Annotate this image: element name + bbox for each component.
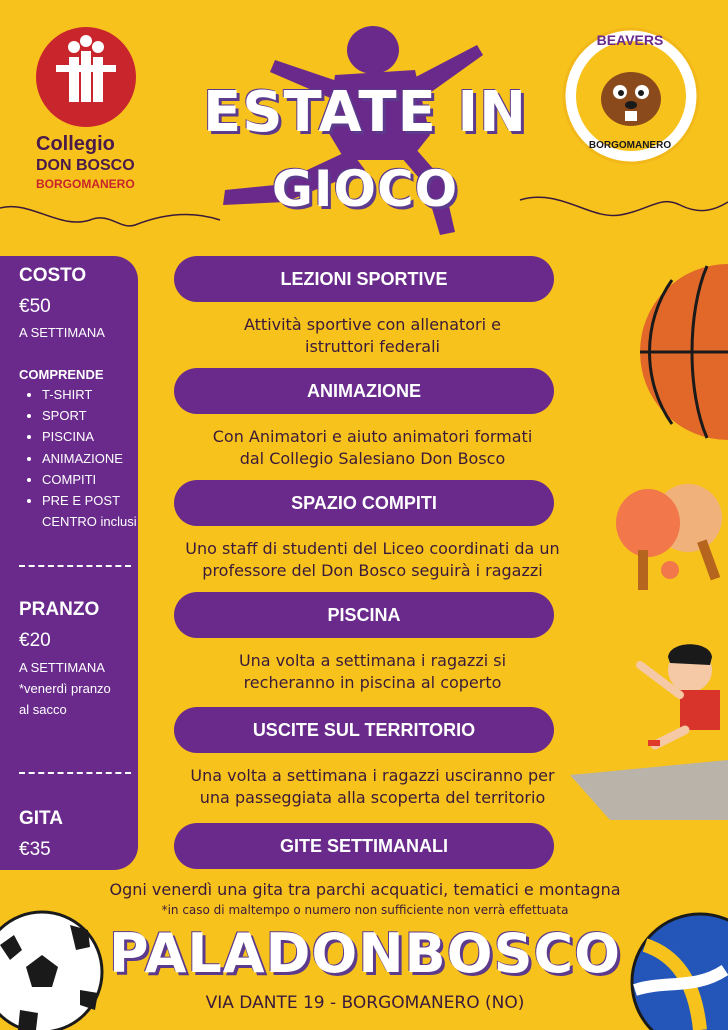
list-item: • SPORT — [42, 405, 152, 426]
comprende-list — [24, 384, 152, 532]
section-desc-line: Attività sportive con allenatori e — [243, 315, 502, 334]
badge-bottom-text: BORGOMANERO — [588, 140, 672, 151]
list-item: • COMPITI — [42, 469, 152, 490]
pranzo-price: €20 — [19, 630, 51, 651]
title-line2: GIOCO — [271, 160, 459, 218]
list-item: • PRE E POST CENTRO inclusi — [42, 490, 152, 532]
pranzo-note: *venerdì pranzo al sacco — [19, 681, 111, 717]
section-pill-piscina: PISCINA — [174, 592, 554, 638]
divider — [19, 565, 131, 567]
long-jump-kid-icon — [570, 635, 728, 820]
venue-address: VIA DANTE 19 - BORGOMANERO (NO) — [205, 993, 525, 1013]
don-bosco-logo-icon — [36, 27, 136, 127]
costo-price: €50 — [19, 296, 51, 317]
section-desc-line: Una volta a settimana i ragazzi usciranno per — [190, 766, 555, 785]
divider — [19, 772, 131, 774]
title-line1: ESTATE IN — [202, 80, 528, 145]
soccer-ball-icon — [0, 905, 105, 1030]
logo-line1: Collegio — [36, 133, 115, 155]
venue-name: PALADONBOSCO — [108, 922, 622, 985]
section-pill-animazione: ANIMAZIONE — [174, 368, 554, 414]
gita-price: €35 — [19, 839, 51, 860]
badge-top-text: BEAVERS — [596, 32, 664, 48]
section-desc-line: dal Collegio Salesiano Don Bosco — [239, 449, 506, 468]
section-desc-line: istruttori federali — [305, 337, 440, 356]
section-desc-line: Uno staff di studenti del Liceo coordinati da un — [185, 539, 560, 558]
pranzo-period: A SETTIMANA — [19, 660, 105, 675]
section-pill-spazio-compiti: SPAZIO COMPITI — [174, 480, 554, 526]
section-desc-line: professore del Don Bosco seguirà i ragazzi — [202, 561, 543, 580]
section-desc-line: Una volta a settimana i ragazzi si — [238, 651, 507, 670]
comprende-label: COMPRENDE — [19, 367, 104, 382]
list-item: • ANIMAZIONE — [42, 448, 152, 469]
gita-label: GITA — [19, 808, 63, 829]
list-item: • T-SHIRT — [42, 384, 152, 405]
section-desc-line: Con Animatori e aiuto animatori formati — [212, 427, 533, 446]
section-pill-lezioni-sportive: LEZIONI SPORTIVE — [174, 256, 554, 302]
list-item: • PISCINA — [42, 426, 152, 447]
pricing-sidebar — [0, 256, 138, 870]
section-desc-line: una passeggiata alla scoperta del territorio — [199, 788, 546, 807]
ping-pong-paddles-icon — [608, 478, 728, 598]
section-pill-gite: GITE SETTIMANALI — [174, 823, 554, 869]
footer-disclaimer: *in caso di maltempo o numero non sufficiente non verrà effettuata — [161, 903, 569, 917]
basketball-icon — [632, 262, 728, 442]
volleyball-icon — [615, 910, 728, 1030]
pranzo-label: PRANZO — [19, 599, 100, 620]
footer-note: Ogni venerdì una gita tra parchi acquatici, tematici e montagna — [109, 880, 621, 899]
logo-line2: DON BOSCO — [36, 157, 135, 174]
section-pill-uscite: USCITE SUL TERRITORIO — [174, 707, 554, 753]
section-desc-line: recheranno in piscina al coperto — [243, 673, 502, 692]
logo-line3: BORGOMANERO — [36, 177, 135, 191]
costo-label: COSTO — [19, 265, 87, 286]
costo-period: A SETTIMANA — [19, 325, 105, 340]
